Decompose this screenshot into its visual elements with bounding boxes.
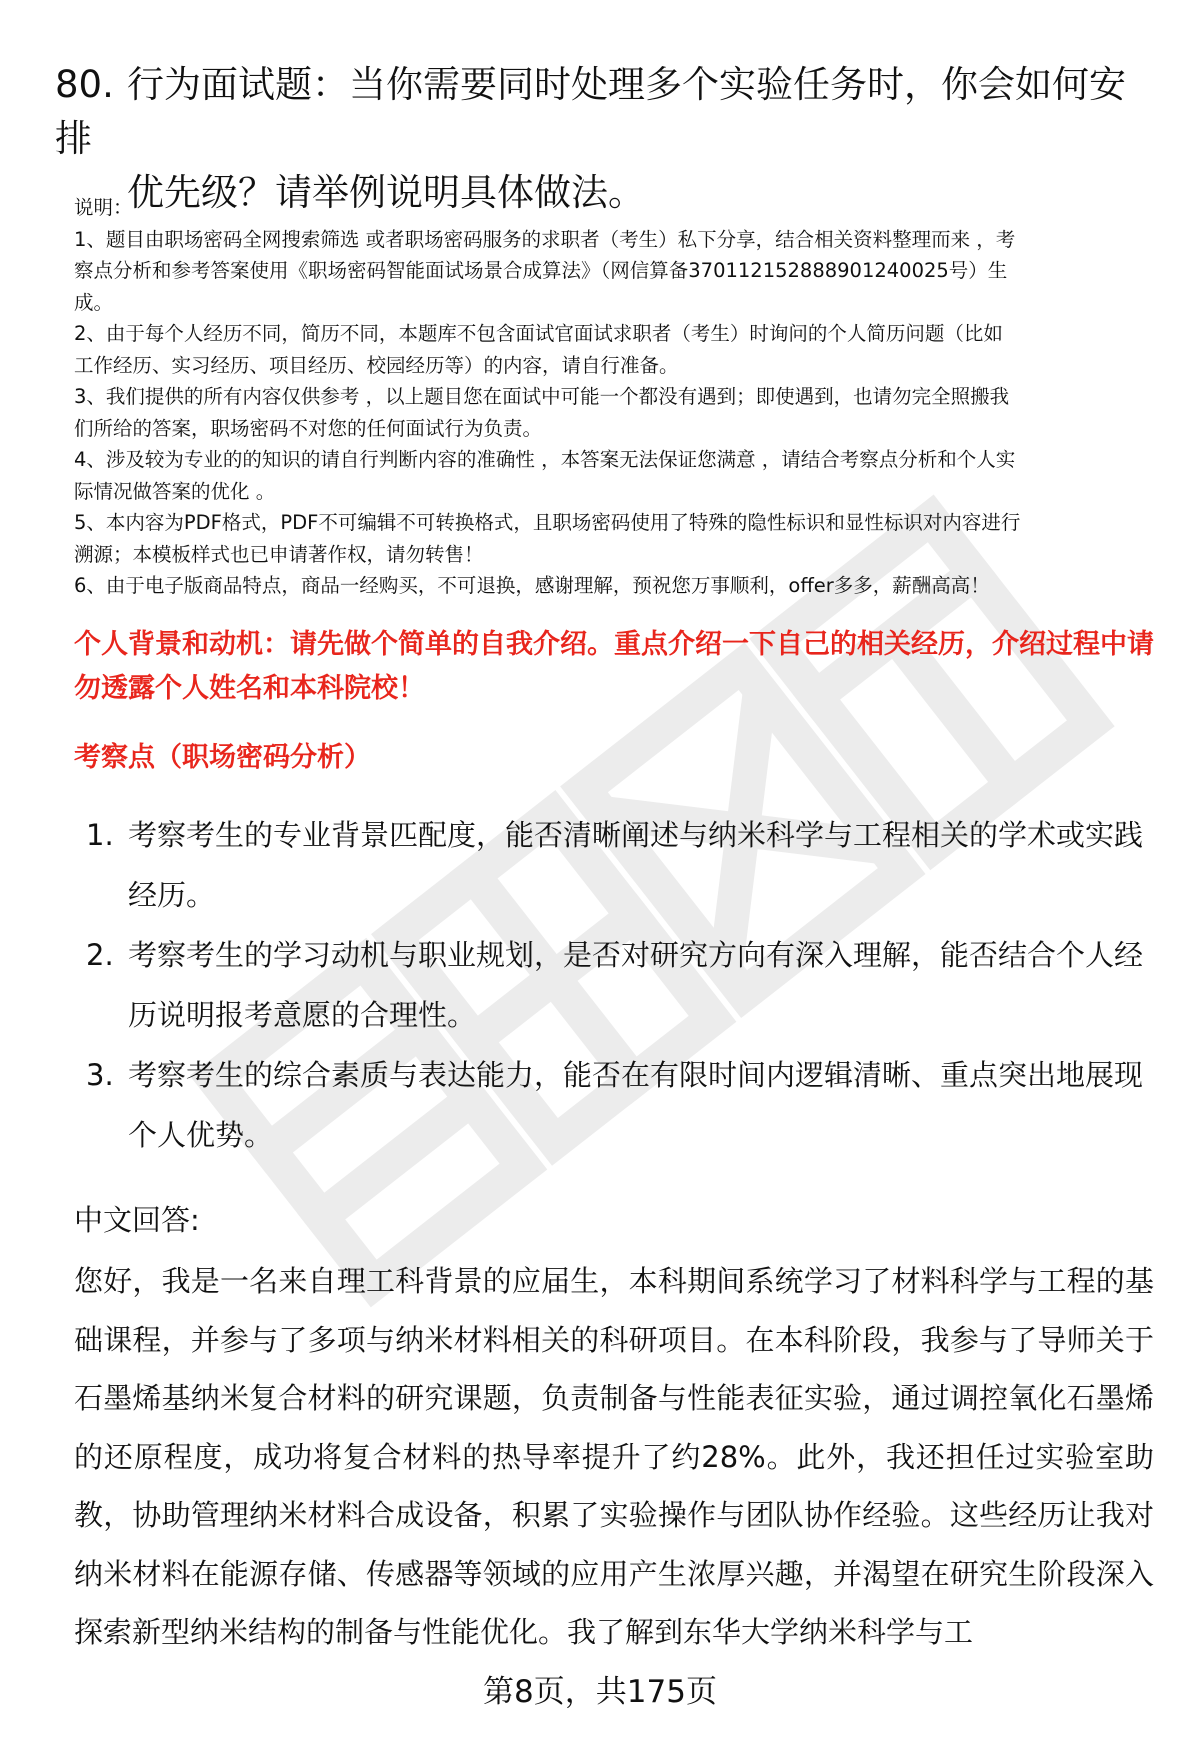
- list-item-text: 考察考生的学习动机与职业规划，是否对研究方向有深入理解，能否结合个人经历说明报考意愿的合理性。: [128, 938, 1144, 1032]
- note-line: 工作经历、实习经历、项目经历、校园经历等）的内容，请自行准备。: [74, 353, 679, 377]
- note-line: 3、我们提供的所有内容仅供参考 ，以上题目您在面试中可能一个都没有遇到；即使遇到，也请勿完全照搬我: [74, 385, 1010, 408]
- analysis-points-list: [74, 805, 1164, 1165]
- note-line: 察点分析和参考答案使用《职场密码智能面试场景合成算法》（网信算备370112152888901240025号）生: [74, 259, 1008, 282]
- list-item-number: 3.: [86, 1058, 114, 1092]
- note-line: 4、涉及较为专业的的知识的请自行判断内容的准确性 ，本答案无法保证您满意 ，请结合考察点分析和个人实: [74, 448, 1016, 471]
- note-line: 5、本内容为PDF格式，PDF不可编辑不可转换格式，且职场密码使用了特殊的隐性标识和显性标识对内容进行: [74, 511, 1021, 534]
- question-number: 80.: [55, 63, 114, 106]
- note-line: 说明：: [74, 196, 133, 219]
- list-item: [74, 1045, 1164, 1165]
- list-item-text: 考察考生的专业背景匹配度，能否清晰阐述与纳米科学与工程相关的学术或实践经历。: [128, 818, 1144, 912]
- note-line: 1、题目由职场密码全网搜索筛选 或者职场密码服务的求职者（考生）私下分享，结合相关资料整理而来 ，考: [74, 227, 1016, 251]
- list-item-number: 2.: [86, 938, 114, 972]
- section-heading: 个人背景和动机：请先做个简单的自我介绍。重点介绍一下自己的相关经历，介绍过程中请勿透露个人姓名和本科院校！: [74, 629, 1154, 704]
- note-line: 成。: [74, 290, 114, 314]
- answer-body: 您好，我是一名来自理工科背景的应届生，本科期间系统学习了材料科学与工程的基础课程，并参与了多项与纳米材料相关的科研项目。在本科阶段，我参与了导师关于石墨烯基纳米复合材料的研究课题，负责制备与性能表征实验，通过调控氧化石墨烯的还原程度，成功将复合材料的热导率提升了约28%。此外，我还担任过实验室助教，协助管理纳米材料合成设备，积累了实验操作与团队协作经验。这些经历让我对纳米材料在能源存储、传感器等领域的应用产生浓厚兴趣，并渴望在研究生阶段深入探索新型纳米结构的制备与性能优化。我了解到东华大学纳米科学与工: [74, 1264, 1154, 1649]
- answer-label: 中文回答:: [74, 1203, 200, 1237]
- analysis-subheading: 考察点（职场密码分析）: [74, 742, 371, 773]
- question-text-line-2: 优先级？请举例说明具体做法。: [127, 171, 645, 214]
- page-footer: 第8页，共175页: [483, 1674, 717, 1710]
- note-line: 6、由于电子版商品特点，商品一经购买，不可退换，感谢理解，预祝您万事顺利，offer多多，薪酬高高！: [74, 574, 990, 597]
- note-line: 际情况做答案的优化 。: [74, 479, 276, 503]
- question-text-line-1: 行为面试题：当你需要同时处理多个实验任务时，你会如何安排: [55, 63, 1126, 160]
- list-item: [74, 925, 1164, 1045]
- note-line: 2、由于每个人经历不同，简历不同，本题库不包含面试官面试求职者（考生）时询问的个人简历问题（比如: [74, 322, 1003, 345]
- note-line: 溯源；本模板样式也已申请著作权，请勿转售！: [74, 542, 484, 566]
- disclaimer-notes: [74, 192, 1164, 602]
- list-item-number: 1.: [86, 818, 114, 852]
- list-item-text: 考察考生的综合素质与表达能力，能否在有限时间内逻辑清晰、重点突出地展现个人优势。: [128, 1058, 1144, 1152]
- list-item: [74, 805, 1164, 925]
- note-line: 们所给的答案，职场密码不对您的任何面试行为负责。: [74, 416, 543, 440]
